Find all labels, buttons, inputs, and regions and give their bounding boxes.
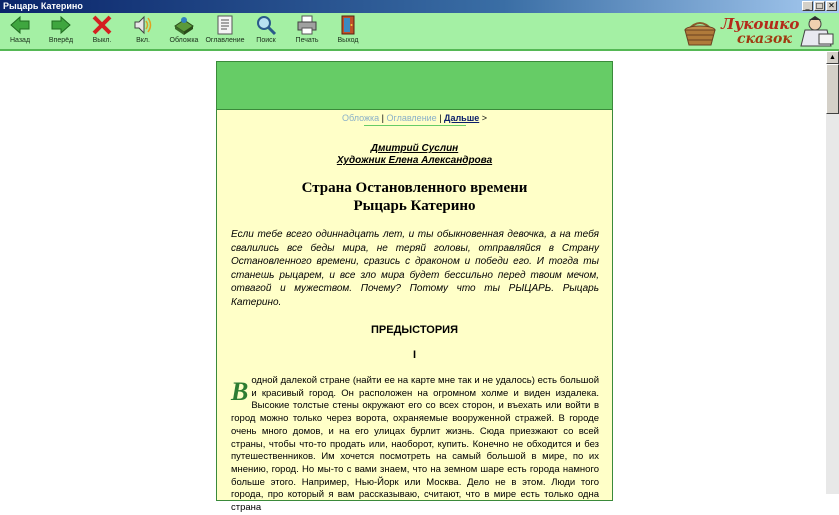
sound-on-label: Вкл. <box>136 37 150 44</box>
toolbar <box>0 13 839 51</box>
epigraph: Если тебе всего одиннадцать лет, и ты обыкновенная девочка, а на тебя свалились все беды мира, не теряй головы, отправляйся в Страну Остановленного времени, сразись с драконом и победи его. И тогда ты станешь рыцарем, и все зло мира будет бессильно перед твоим мечом, отвагой и мужеством. Почему? Потому что ты РЫЦАРЬ. Рыцарь Катерино. <box>231 229 599 308</box>
author-link[interactable]: Дмитрий Суслин <box>370 143 459 154</box>
paragraph-text: одной далекой стране (найти ее на карте мне так и не удалось) есть большой и красивый город. Он расположен на огромном холме и виден издалека. Высокие толстые стены окружают его со всех сторон, и въехать или войти в город можно только через ворота, охраняемые вооруженной стражей. В городе очень много домов, и на его улицах бурлит жизнь. Сюда приезжают со всей страны, чтобы что-то продать или, наоборот, купить. Конечно не обходится и без путешественников. Им хочется посмотреть на самый большой в мире, по их мнению, город. Но мы-то с вами знаем, что на земном шаре есть города намного больше этого. Например, Нью-Йорк или Москва. Дело не в этом. Люди того города, про который я вам рассказываю, считают, что в мире есть только одна страна <box>231 375 599 514</box>
arrow-left-icon <box>9 14 31 36</box>
maximize-button[interactable]: □ <box>815 1 824 10</box>
nav-next-link[interactable]: Дальше <box>444 113 480 123</box>
nav-separator: | <box>379 113 387 123</box>
contents-icon <box>214 14 236 36</box>
book-cover-icon <box>173 14 195 36</box>
search-label: Поиск <box>256 37 276 44</box>
vertical-scrollbar[interactable] <box>826 51 839 494</box>
illustrator-link[interactable]: Художник Елена Александрова <box>336 155 493 166</box>
story-paragraph <box>231 375 599 515</box>
arrow-right-icon <box>50 14 72 36</box>
window-title: Рыцарь Катерино <box>3 1 83 11</box>
logo-text-line1: Лукошко <box>721 15 800 33</box>
title-bar <box>0 0 839 13</box>
nav-contents-link[interactable]: Оглавление <box>386 113 437 123</box>
app-logo <box>683 14 837 49</box>
basket-icon <box>683 16 717 48</box>
nav-separator: | <box>436 113 445 123</box>
section-heading: ПРЕДЫСТОРИЯ <box>370 324 458 336</box>
storyteller-figure-icon <box>797 16 837 48</box>
exit-door-icon <box>337 14 359 36</box>
scroll-up-button[interactable]: ▲ <box>826 51 839 64</box>
nav-next-arrow: > <box>479 113 487 123</box>
content-area <box>0 51 826 514</box>
nav-cover-link[interactable]: Обложка <box>342 113 380 123</box>
page-navigation <box>217 113 612 123</box>
story-page <box>216 61 613 514</box>
search-icon <box>255 14 277 36</box>
contents-label: Оглавление <box>205 37 245 44</box>
story-title-line2: Рыцарь Катерино <box>353 198 476 214</box>
story-title-line1: Страна Остановленного времени <box>301 180 528 196</box>
cover-button[interactable] <box>164 14 204 44</box>
back-button[interactable] <box>0 14 40 44</box>
sound-off-label: Выкл. <box>92 37 112 44</box>
sound-off-icon <box>91 14 113 36</box>
drop-cap: В <box>231 377 249 406</box>
page-header-band <box>217 62 612 110</box>
forward-button[interactable] <box>41 14 81 44</box>
exit-label: Выход <box>337 37 359 44</box>
forward-label: Вперёд <box>48 37 74 44</box>
minimize-button[interactable]: _ <box>802 1 813 11</box>
search-button[interactable] <box>246 14 286 44</box>
story-title <box>217 179 612 215</box>
scroll-thumb[interactable] <box>826 64 839 114</box>
nav-underline <box>364 125 466 126</box>
sound-on-button[interactable] <box>123 14 163 44</box>
sound-on-icon <box>132 14 154 36</box>
print-button[interactable] <box>287 14 327 44</box>
logo-text-line2: сказок <box>737 31 792 47</box>
sound-off-button[interactable] <box>82 14 122 44</box>
print-label: Печать <box>295 37 319 44</box>
chapter-number: I <box>412 349 417 361</box>
window-controls <box>802 1 837 11</box>
contents-button[interactable] <box>205 14 245 44</box>
exit-button[interactable] <box>328 14 368 44</box>
back-label: Назад <box>9 37 31 44</box>
printer-icon <box>296 14 318 36</box>
close-button[interactable]: ✕ <box>826 1 837 11</box>
cover-label: Обложка <box>169 37 199 44</box>
